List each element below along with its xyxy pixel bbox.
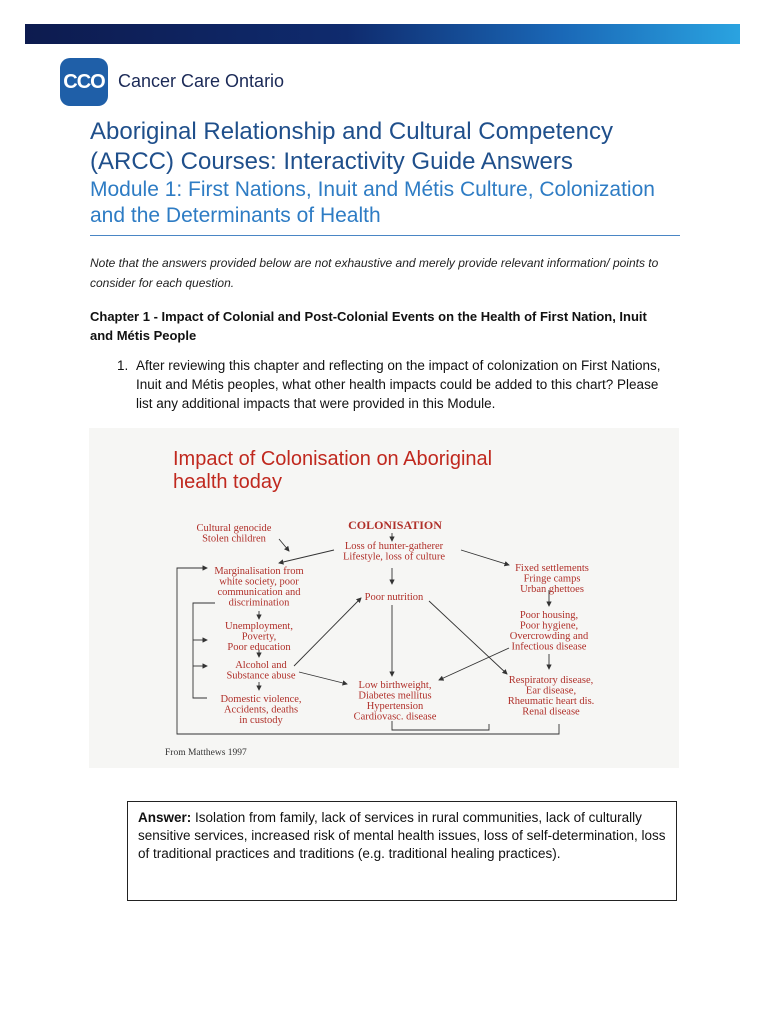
diagram-node-line: Domestic violence, bbox=[220, 694, 302, 705]
diagram-node-line: Poor housing, bbox=[519, 610, 579, 621]
diagram-node-domestic bbox=[220, 694, 301, 726]
diagram-node-low-birthweight bbox=[354, 680, 437, 723]
diagram-node-line: Hypertension bbox=[366, 701, 424, 712]
diagram-node-line: Rheumatic heart dis. bbox=[507, 696, 595, 707]
diagram-node-line: Poor education bbox=[227, 642, 291, 653]
diagram-node-line: in custody bbox=[239, 715, 283, 726]
diagram-node-marginalisation bbox=[214, 566, 303, 609]
diagram-node-alcohol bbox=[226, 660, 295, 682]
diagram-node-line: Diabetes mellitus bbox=[358, 690, 432, 702]
diagram-node-line: Cardiovasc. disease bbox=[353, 711, 437, 723]
diagram-node-line: Fringe camps bbox=[523, 573, 581, 585]
diagram-source: From Matthews 1997 bbox=[165, 748, 247, 758]
diagram-node-unemployment bbox=[225, 621, 293, 653]
diagram-node-line: Respiratory disease, bbox=[508, 675, 594, 686]
cco-logo: CCO bbox=[60, 58, 108, 106]
diagram-node-cultural-genocide bbox=[197, 523, 272, 545]
diagram-node-poor-housing bbox=[510, 610, 589, 653]
question-number: 1. bbox=[117, 358, 129, 373]
diagram-node-line: Poverty, bbox=[241, 631, 277, 643]
diagram-node-line: Cultural genocide bbox=[196, 523, 272, 534]
diagram-node-line: Substance abuse bbox=[226, 670, 296, 682]
title-divider bbox=[90, 235, 680, 236]
diagram-node-line: Marginalisation from bbox=[214, 566, 304, 577]
diagram-node-line: Fixed settlements bbox=[515, 563, 589, 574]
diagram-node-line: Alcohol and bbox=[235, 660, 287, 671]
diagram-node-respiratory bbox=[508, 675, 595, 718]
diagram-node-line: Overcrowding and bbox=[509, 631, 589, 642]
diagram-node-line: Loss of hunter-gatherer bbox=[344, 541, 444, 552]
colonisation-diagram bbox=[89, 428, 679, 768]
diagram-node-poor-nutrition bbox=[365, 592, 424, 603]
diagram-node-line: Poor nutrition bbox=[364, 592, 424, 603]
diagram-node-line: Lifestyle, loss of culture bbox=[342, 551, 446, 563]
diagram-node-line: Low birthweight, bbox=[358, 680, 432, 691]
document-title: Aboriginal Relationship and Cultural Competency (ARCC) Courses: Interactivity Guide Answers bbox=[90, 118, 613, 175]
diagram-node-line: discrimination bbox=[228, 597, 290, 609]
org-name: Cancer Care Ontario bbox=[118, 71, 285, 91]
diagram-center-label: COLONISATION bbox=[348, 518, 442, 532]
answer-box bbox=[127, 801, 677, 901]
diagram-node-line: Unemployment, bbox=[225, 621, 293, 632]
diagram-node-line: Urban ghettoes bbox=[520, 584, 584, 595]
diagram-node-line: white society, poor bbox=[219, 576, 299, 588]
diagram-node-line: communication and bbox=[217, 587, 301, 598]
diagram-title-line2: health today bbox=[173, 471, 282, 493]
question-item bbox=[117, 356, 677, 413]
diagram-node-line: Ear disease, bbox=[525, 685, 577, 697]
question-text: After reviewing this chapter and reflecting on the impact of colonization on First Nations, Inuit and Métis peoples, what other health impacts could be added to this chart? Please list any additional impacts that were provided in this Module. bbox=[136, 358, 661, 411]
diagram-node-fixed-settlements bbox=[515, 563, 589, 595]
diagram-node-line: Poor hygiene, bbox=[519, 620, 579, 632]
answer-text: Isolation from family, lack of services in rural communities, lack of culturally sensitive services, increased risk of mental health issues, loss of self-determination, loss of traditional practices and traditions (e.g. traditional healing practices). bbox=[138, 810, 666, 861]
diagram-node-line: Infectious disease bbox=[511, 641, 587, 653]
document-subtitle: Module 1: First Nations, Inuit and Métis Culture, Colonization and the Determinants of Health bbox=[90, 178, 655, 227]
diagram-title-line1: Impact of Colonisation on Aboriginal bbox=[173, 448, 493, 470]
answer-label: Answer: bbox=[138, 810, 192, 825]
chapter-heading: Chapter 1 - Impact of Colonial and Post-Colonial Events on the Health of First Nation, Inuit and Métis People bbox=[90, 309, 647, 343]
diagram-node-loss-hunter bbox=[343, 541, 445, 563]
diagram-node-line: Renal disease bbox=[522, 706, 580, 718]
diagram-node-line: Accidents, deaths bbox=[223, 704, 299, 716]
header-color-bar bbox=[25, 24, 740, 44]
disclaimer-note: Note that the answers provided below are not exhaustive and merely provide relevant information/ points to consider for each question. bbox=[90, 256, 659, 290]
diagram-node-line: Stolen children bbox=[202, 533, 266, 545]
